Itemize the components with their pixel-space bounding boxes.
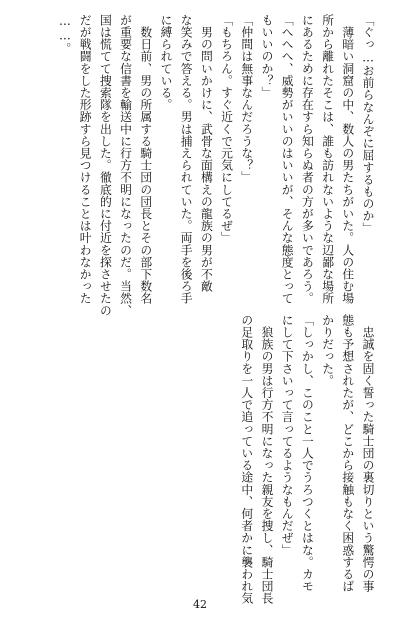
text-block-bottom: 忠誠を固く誓った騎士団の裏切りという驚愕の事 態も予想されたが、どこから接触もなく困惑するば かりだった。 「しっかし、このこと一人でうろつくとはな。カモ にして下さいって言ってるようなもんだぜ」 狼族の男は行方不明になった親友を捜し、騎士団長 の足取りを一人で追っている途中、何者かに襲われ気 <box>239 314 375 605</box>
text-block-top: 「ぐっ…お前らなんぞに屈するものか」 薄暗い洞窟の中、数人の男たちがいた。人の住む場 所から離れたそこは、誰も訪れないような辺鄙な場所 にあるために存在すら知らぬ者の方が多いであろう。 「へへへ、威勢がいいのはいいが、そんな態度とって もいいのか？」 「仲間は無事なんだろうな？」 「もちろん。すぐ近くで元気にしてるぜ」 男の問いかけに、武骨な面構えの龍族の男が不敵 な笑みで答える。男は捕えられていた。両手を後ろ手 に縛られている。 数日前、男の所属する騎士団の団長とその部下数名 が重要な信書を輸送中に行方不明になったのだ。当然、 国は慌てて捜索隊を出した。徹底的に付近を探させたの だが戦闘をした形跡すら見つけることは叶わなかった ……。 <box>57 14 375 317</box>
page-number: 42 <box>193 598 207 611</box>
